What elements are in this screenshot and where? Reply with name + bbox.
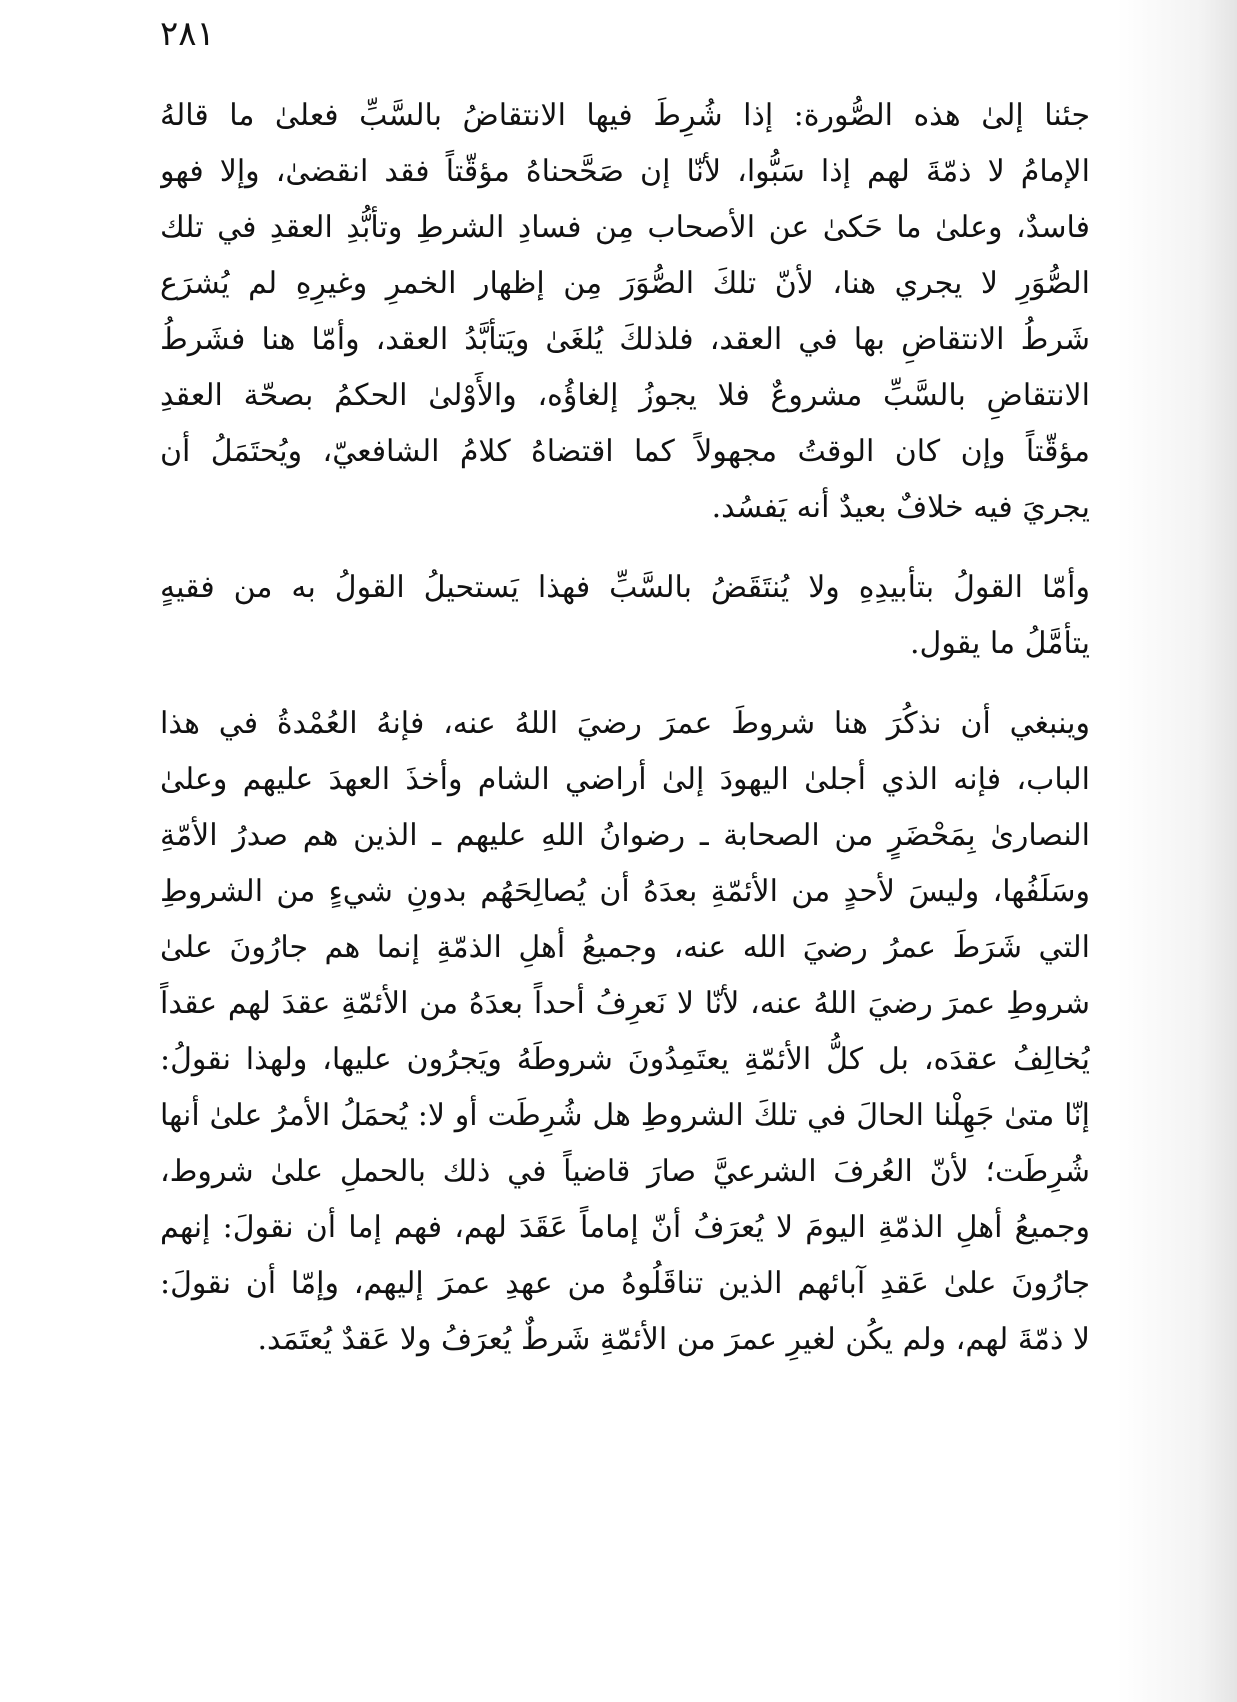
- text-line: شروطِ عمرَ رضيَ اللهُ عنه، لأنّا لا نَعرِفُ أحداً بعدَهُ من الأئمّةِ عقدَ لهم عقداً: [160, 986, 1090, 1021]
- text-line: لا ذمّةَ لهم، ولم يكُن لغيرِ عمرَ من الأئمّةِ شَرطٌ يُعرَفُ ولا عَقدٌ يُعتَمَد.: [257, 1322, 1090, 1357]
- text-line: فاسدٌ، وعلىٰ ما حَكىٰ عن الأصحاب مِن فسادِ الشرطِ وتأبُّدِ العقدِ في تلك: [160, 210, 1090, 245]
- text-line: وينبغي أن نذكُرَ هنا شروطَ عمرَ رضيَ اللهُ عنه، فإنهُ العُمْدةُ في هذا: [160, 706, 1090, 741]
- text-line: شُرِطَت؛ لأنّ العُرفَ الشرعيَّ صارَ قاضياً في ذلك بالحملِ علىٰ شروط،: [160, 1154, 1090, 1189]
- text-line: إنّا متىٰ جَهِلْنا الحالَ في تلكَ الشروطِ هل شُرِطَت أو لا: يُحمَلُ الأمرُ علىٰ أنها: [160, 1098, 1090, 1133]
- text-line: الصُّوَرِ لا يجري هنا، لأنّ تلكَ الصُّوَرَ مِن إظهار الخمرِ وغيرِهِ لم يُشرَع: [160, 266, 1090, 301]
- text-line: وأمّا القولُ بتأبيدِهِ ولا يُنتَقَضُ بالسَّبِّ فهذا يَستحيلُ القولُ به من فقيهٍ: [160, 570, 1090, 605]
- text-line: جارُونَ علىٰ عَقدِ آبائهم الذين تناقَلُوهُ من عهدِ عمرَ إليهم، وإمّا أن نقولَ:: [160, 1266, 1090, 1301]
- text-line: الانتقاضِ بالسَّبِّ مشروعٌ فلا يجوزُ إلغاؤُه، والأَوْلىٰ الحكمُ بصحّة العقدِ: [160, 378, 1090, 413]
- text-line: الإمامُ لا ذمّةَ لهم إذا سَبُّوا، لأنّا إن صَحَّحناهُ مؤقّتاً فقد انقضىٰ، وإلا فهو: [160, 154, 1090, 189]
- text-line: جئنا إلىٰ هذه الصُّورة: إذا شُرِطَ فيها الانتقاضُ بالسَّبِّ فعلىٰ ما قالهُ: [160, 98, 1090, 133]
- text-line: النصارىٰ بِمَحْضَرٍ من الصحابة ـ رضوانُ اللهِ عليهم ـ الذين هم صدرُ الأمّةِ: [160, 818, 1090, 853]
- text-line: التي شَرَطَ عمرُ رضيَ الله عنه، وجميعُ أهلِ الذمّةِ إنما هم جارُونَ علىٰ: [160, 930, 1090, 965]
- text-line: مؤقّتاً وإن كان الوقتُ مجهولاً كما اقتضاهُ كلامُ الشافعيّ، ويُحتَمَلُ أن: [160, 434, 1090, 469]
- paragraph-1: [160, 88, 1090, 536]
- text-line: يجريَ فيه خلافٌ بعيدٌ أنه يَفسُد.: [711, 490, 1090, 525]
- text-line: يتأمَّلُ ما يقول.: [910, 626, 1090, 661]
- page-number: ٢٨١: [160, 14, 215, 54]
- paragraph-2: [160, 560, 1090, 672]
- text-line: يُخالِفُ عقدَه، بل كلُّ الأئمّةِ يعتَمِدُونَ شروطَهُ ويَجرُون عليها، ولهذا نقولُ:: [160, 1042, 1090, 1077]
- page-edge-shadow: [1117, 0, 1237, 1702]
- text-body: [160, 88, 1090, 1368]
- text-line: وسَلَفُها، وليسَ لأحدٍ من الأئمّةِ بعدَهُ أن يُصالِحَهُم بدونِ شيءٍ من الشروطِ: [160, 874, 1090, 909]
- text-line: شَرطُ الانتقاضِ بها في العقد، فلذلكَ يُلغَىٰ ويَتأبَّدُ العقد، وأمّا هنا فشَرطُ: [160, 322, 1090, 357]
- text-line: وجميعُ أهلِ الذمّةِ اليومَ لا يُعرَفُ أنّ إماماً عَقَدَ لهم، فهم إما أن نقولَ: إنهم: [160, 1210, 1090, 1245]
- paragraph-3: [160, 696, 1090, 1368]
- text-line: الباب، فإنه الذي أجلىٰ اليهودَ إلىٰ أراضي الشام وأخذَ العهدَ عليهم وعلىٰ: [160, 762, 1090, 797]
